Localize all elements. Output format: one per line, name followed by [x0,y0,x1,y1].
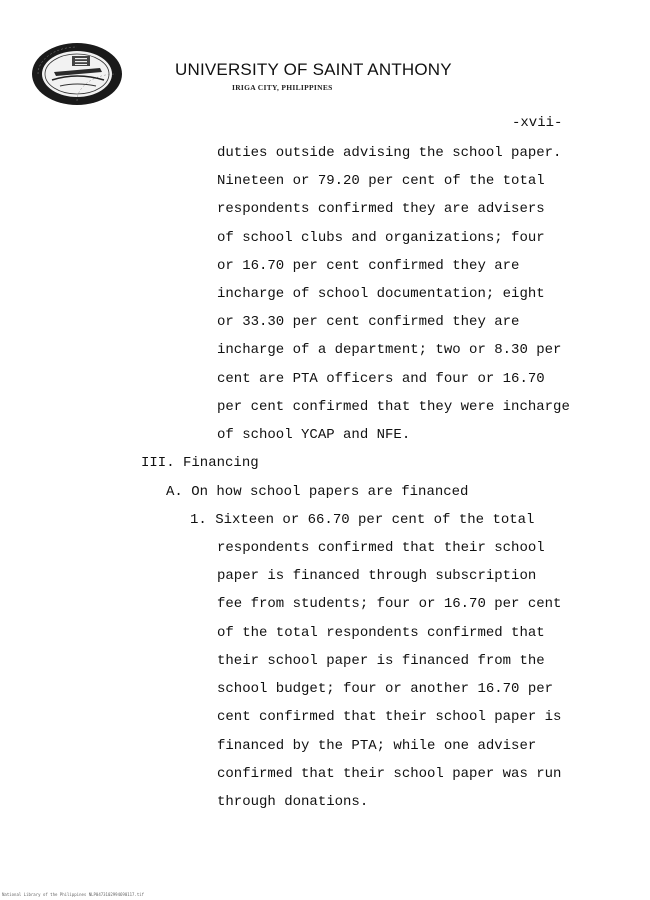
body-line: through donations. [217,794,369,810]
body-line: financed by the PTA; while one adviser [217,738,537,754]
institution-location: IRIGA CITY, PHILIPPINES [232,83,333,92]
section-heading: III. Financing [141,455,259,471]
body-line: school budget; four or another 16.70 per [217,681,554,697]
university-seal-icon [30,42,124,106]
body-line: paper is financed through subscription [217,568,537,584]
body-line: or 16.70 per cent confirmed they are [217,258,520,274]
body-line: fee from students; four or 16.70 per cent [217,596,562,612]
body-line: confirmed that their school paper was run [217,766,562,782]
body-line: incharge of a department; two or 8.30 per [217,342,562,358]
body-line: respondents confirmed they are advisers [217,201,545,217]
body-line: of school clubs and organizations; four [217,230,545,246]
list-item-first-line: 1. Sixteen or 66.70 per cent of the total [190,512,535,528]
body-line: cent are PTA officers and four or 16.70 [217,371,545,387]
subsection-heading: A. On how school papers are financed [166,484,469,500]
body-line: duties outside advising the school paper. [217,145,562,161]
body-line: their school paper is financed from the [217,653,545,669]
institution-name: UNIVERSITY OF SAINT ANTHONY [175,60,452,79]
body-line: per cent confirmed that they were incharge [217,399,570,415]
body-line: of the total respondents confirmed that [217,625,545,641]
body-line: respondents confirmed that their school [217,540,545,556]
scan-footer: National Library of the Philippines NLP0473102994690117.tif [2,892,145,897]
body-line: Nineteen or 79.20 per cent of the total [217,173,545,189]
page-number: -xvii- [512,115,563,131]
body-line: of school YCAP and NFE. [217,427,411,443]
body-line: incharge of school documentation; eight [217,286,545,302]
body-line: or 33.30 per cent confirmed they are [217,314,520,330]
body-line: cent confirmed that their school paper is [217,709,562,725]
